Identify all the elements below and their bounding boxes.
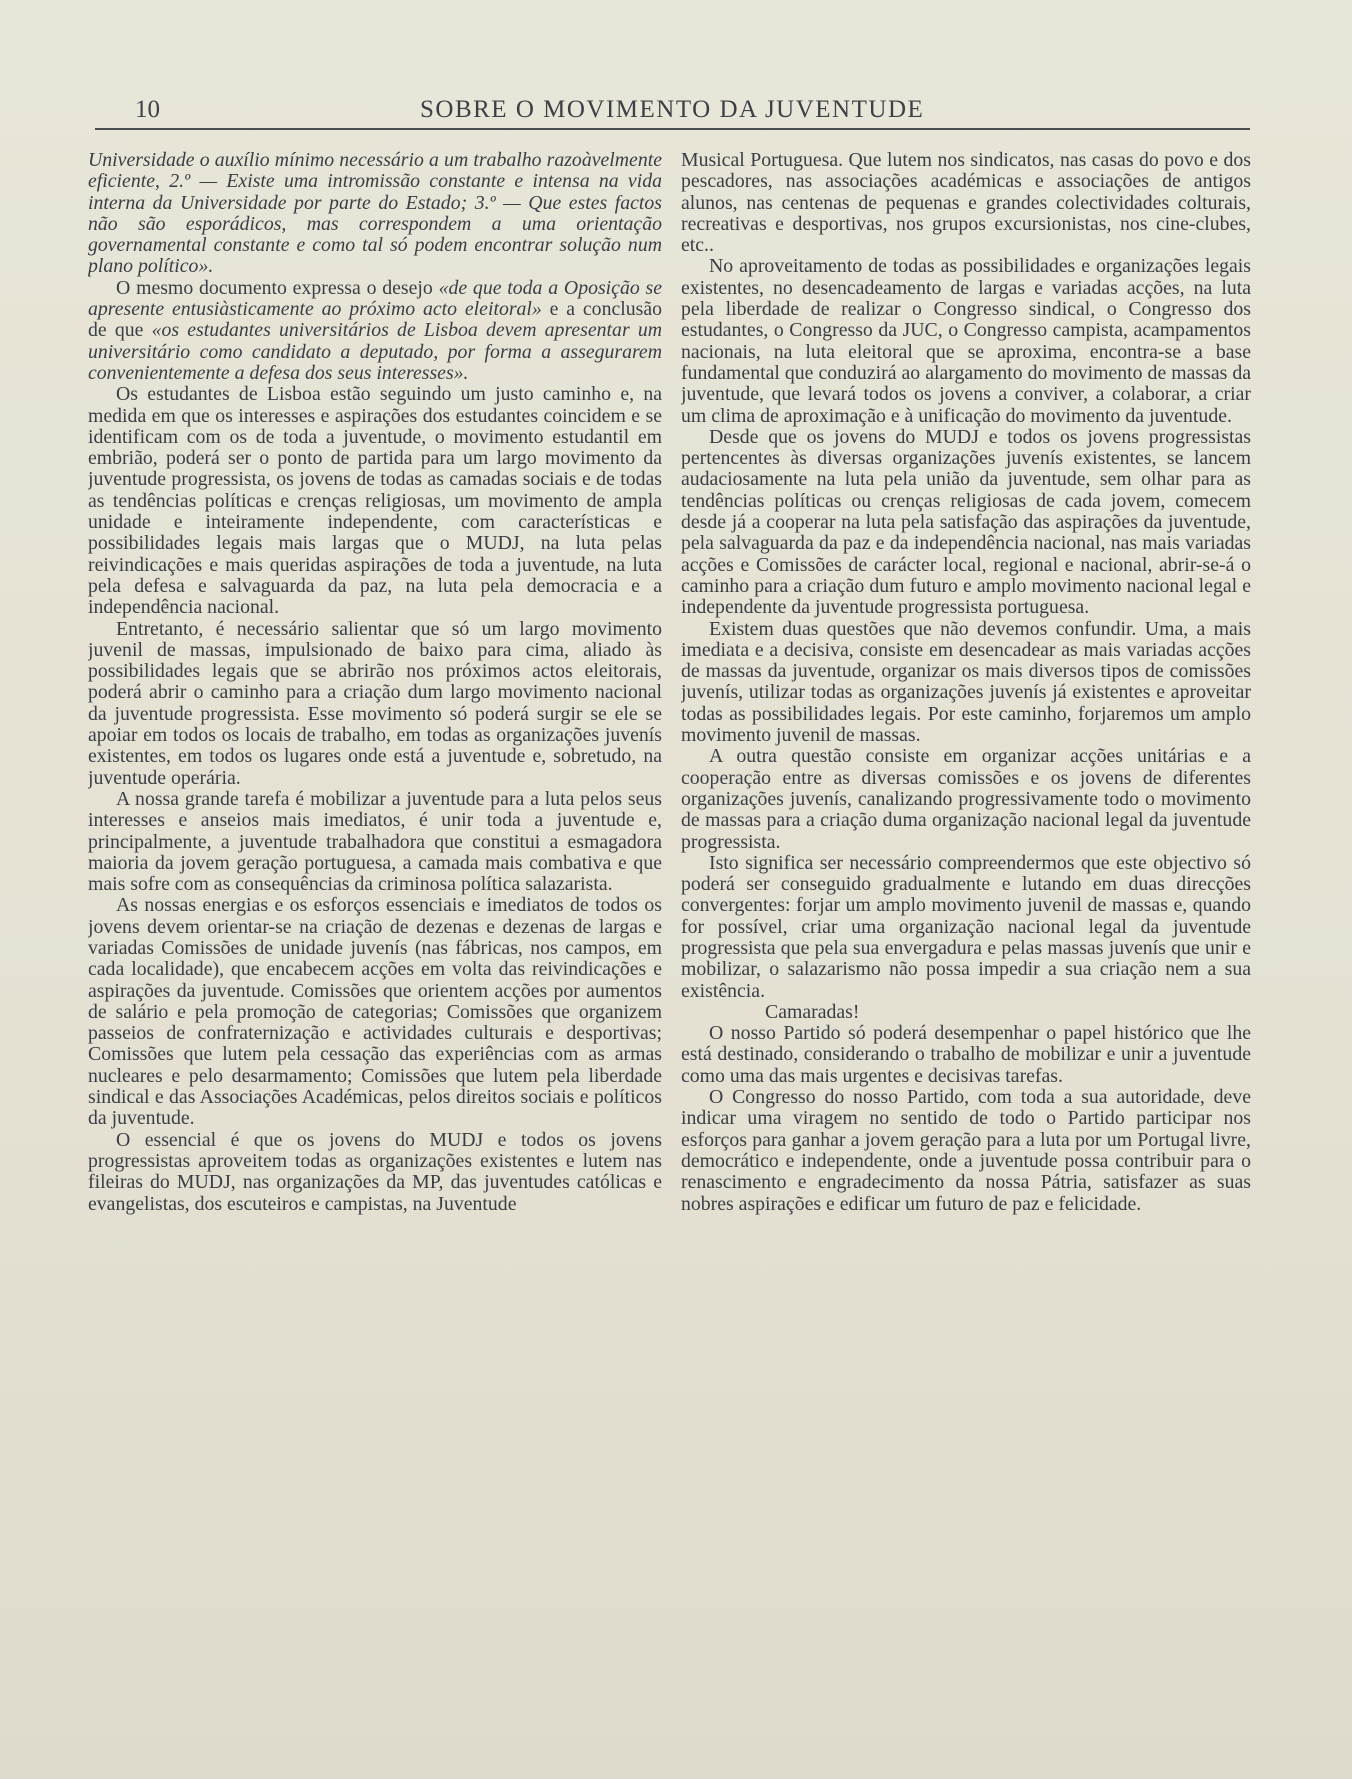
paragraph: Os estudantes de Lisboa estão seguindo um justo caminho e, na medida em que os interesses e aspirações dos estudantes coincidem e se identificam com os de toda a juventude, o movimento estudantil em embrião, poderá ser o ponto de partida para um largo movimento da juventude progressista, os jovens de todas as camadas sociais e de todas as tendências políticas e crenças religiosas, um movimento de ampla unidade e inteiramente independente, com características e possibilidades legais mais largas que o MUDJ, na luta pelas reivindicações e mais queridas aspirações de toda a juventude, na luta pela defesa e salvaguarda da paz, na luta pela democracia e a independência nacional. xyxy=(88,383,662,619)
paragraph: As nossas energias e os esforços essenciais e imediatos de todos os jovens devem orientar-se na criação de dezenas e dezenas de largas e variadas Comissões de unidade juvenís (nas fábricas, nos campos, em cada localidade), que encabecem acções em volta das reivindicações e aspirações da juventude. Comissões que orientem acções por aumentos de salário e pela promoção de categorias; Comissões que organizem passeios de confraternização e actividades culturais e desportivas; Comissões que lutem pela cessação das experiências com as armas nucleares e pelo desarmamento; Comissões que lutem pela liberdade sindical e das Associações Académicas, pelos direitos sociais e políticos da juventude. xyxy=(88,894,662,1130)
text-run: O mesmo documento expressa o desejo xyxy=(116,276,439,299)
left-column xyxy=(88,150,662,1690)
page-number: 10 xyxy=(135,96,160,123)
salutation: Camaradas! xyxy=(765,1000,860,1023)
paragraph: No aproveitamento de todas as possibilidades e organizações legais existentes, no desencadeamento de largas e variadas acções, na luta pela liberdade de realizar o Congresso sindical, o Congresso dos estudantes, o Congresso da JUC, o Congresso campista, acampamentos nacionais, na luta eleitoral que se aproxima, encontra-se a base fundamental que conduzirá ao alargamento do movimento de massas da juventude, que levará todos os jovens a conviver, a colaborar, a criar um clima de aproximação e à unificação do movimento da juventude. xyxy=(681,255,1251,427)
text-run: e a conclusão de que xyxy=(88,298,662,342)
paragraph: O nosso Partido só poderá desempenhar o papel histórico que lhe está destinado, considerando o trabalho de mobilizar e unir a juventude como uma das mais urgentes e decisivas tarefas. xyxy=(681,1022,1251,1087)
page-header xyxy=(95,92,1250,130)
paragraph: Isto significa ser necessário compreendermos que este objectivo só poderá ser conseguido gradualmente e lutando em duas direcções convergentes: forjar um amplo movimento juvenil de massas e, quando for possível, criar uma organização nacional legal da juventude progressista que pela sua envergadura e pelas massas juvenís que unir e mobilizar, o salazarismo não possa impedir a sua criação nem a sua existência. xyxy=(681,851,1251,1002)
paragraph xyxy=(88,278,662,384)
italic-quote: «os estudantes universitários de Lisboa devem apresentar um universitário como candidato a deputado, por forma a assegurarem convenientemente a defesa dos seus interesses». xyxy=(88,319,662,384)
paragraph xyxy=(88,150,662,278)
paragraph: A nossa grande tarefa é mobilizar a juventude para a luta pelos seus interesses e anseios mais imediatos, é unir toda a juventude e, principalmente, a juventude trabalhadora que constitui a esmagadora maioria da jovem geração portuguesa, a camada mais combativa e que mais sofre com as consequências da criminosa política salazarista. xyxy=(88,787,662,896)
paragraph: Desde que os jovens do MUDJ e todos os jovens progressistas pertencentes às diversas organizações juvenís existentes, se lancem audaciosamente na luta pela união da juventude, sem olhar para as tendências políticas ou crenças religiosas de cada jovem, comecem desde já a cooperar na luta pela satisfação das aspirações da juventude, pela salvaguarda da paz e da independência nacional, nas mais variadas acções e Comissões de carácter local, regional e nacional, abrir-se-á o caminho para a criação dum futuro e amplo movimento nacional legal e independente da juventude progressista portuguesa. xyxy=(681,425,1251,619)
right-column xyxy=(681,150,1251,1690)
paragraph: O Congresso do nosso Partido, com toda a sua autoridade, deve indicar uma viragem no sentido de todo o Partido participar nos esforços para ganhar a jovem geração para a luta por um Portugal livre, democrático e independente, onde a juventude possa contribuir para o renascimento e engradecimento da nossa Pátria, satisfazer as suas nobres aspirações e edificar um futuro de paz e felicidade. xyxy=(681,1086,1251,1215)
paragraph: Existem duas questões que não devemos confundir. Uma, a mais imediata e a decisiva, consiste em desencadear as mais variadas acções de massas da juventude, organizar os mais diversos tipos de comissões juvenís, utilizar todas as organizações juvenís já existentes e aproveitar todas as possibilidades legais. Por este caminho, forjaremos um amplo movimento juvenil de massas. xyxy=(681,617,1251,747)
paragraph: Entretanto, é necessário salientar que só um largo movimento juvenil de massas, impulsionado de baixo para cima, aliado às possibilidades legais que se abrirão nos próximos actos eleitorais, poderá abrir o caminho para a criação dum largo movimento nacional da juventude progressista. Esse movimento só poderá surgir se ele se apoiar em todos os locais de trabalho, em todas as organizações juvenís existentes, em todos os lugares onde está a juventude e, sobretudo, na juventude operária. xyxy=(88,617,662,789)
running-title: SOBRE O MOVIMENTO DA JUVENTUDE xyxy=(420,96,925,123)
italic-quote: «de que toda a Oposição se apresente entusiàsticamente ao próximo acto eleitoral» xyxy=(88,276,662,321)
paragraph: O essencial é que os jovens do MUDJ e todos os jovens progressistas aproveitem todas as organizações existentes e lutem nas fileiras do MUDJ, nas organizações da MP, das juventudes católicas e evangelistas, dos escuteiros e campistas, na Juventude xyxy=(88,1128,662,1215)
paragraph: A outra questão consiste em organizar acções unitárias e a cooperação entre as diversas comissões e os jovens de diferentes organizações juvenís, canalizando progressivamente todo o movimento de massas para a criação duma organização nacional legal da juventude progressista. xyxy=(681,745,1251,853)
italic-quote: Universidade o auxílio mínimo necessário a um trabalho razoàvelmente eficiente, 2.º — Existe uma intromissão constante e intensa na vida interna da Universidade por parte do Estado; 3.º — Que estes factos não são esporádicos, mas correspondem a uma orientação governamental constante e como tal só podem encontrar solução num plano político». xyxy=(88,150,662,278)
paragraph: Musical Portuguesa. Que lutem nos sindicatos, nas casas do povo e dos pescadores, nas associações académicas e associações de antigos alunos, nas centenas de pequenas e grandes colectividades colturais, recreativas e desportivas, nos grupos excursionistas, nos cine-clubes, etc.. xyxy=(681,150,1251,257)
